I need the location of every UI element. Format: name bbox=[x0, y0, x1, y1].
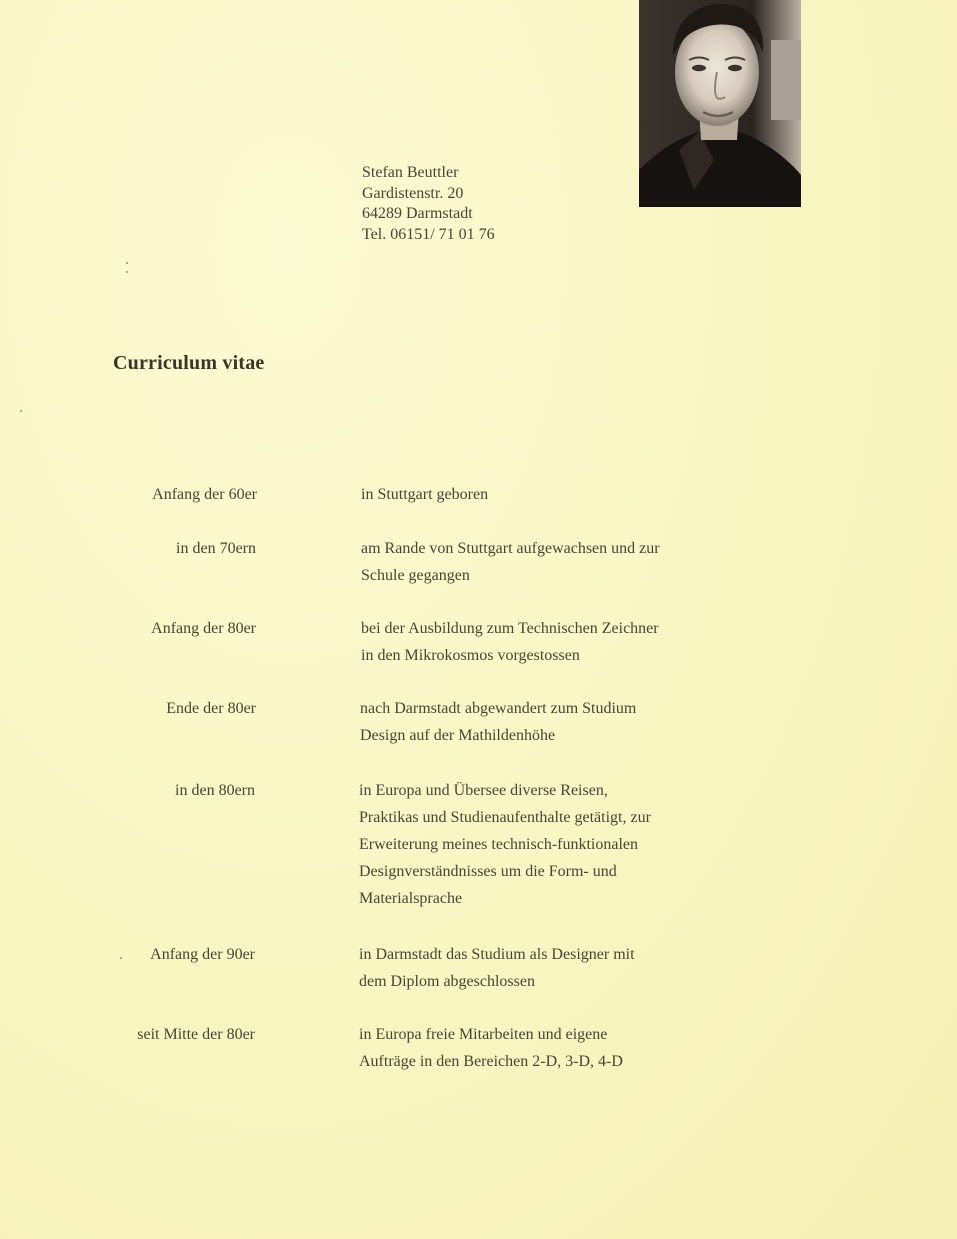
address-city: 64289 Darmstadt bbox=[362, 205, 473, 222]
cv-description-line: in Europa freie Mitarbeiten und eigene bbox=[359, 1026, 608, 1043]
cv-description-line: am Rande von Stuttgart aufgewachsen und zur bbox=[361, 540, 660, 557]
cv-description-line: in Darmstadt das Studium als Designer mit bbox=[359, 946, 635, 963]
paper-speck bbox=[20, 410, 22, 412]
cv-description-line: Design auf der Mathildenhöhe bbox=[360, 727, 556, 744]
portrait-photo bbox=[639, 0, 801, 207]
cv-description bbox=[359, 777, 689, 912]
cv-heading: Curriculum vitae bbox=[113, 352, 265, 374]
address-phone: Tel. 06151/ 71 01 76 bbox=[362, 225, 495, 243]
cv-period: Anfang der 90er bbox=[150, 946, 255, 963]
cv-description-line: Aufträge in den Bereichen 2-D, 3-D, 4-D bbox=[359, 1053, 623, 1070]
address-street: Gardistenstr. 20 bbox=[362, 184, 464, 202]
cv-description-line: Schule gegangen bbox=[361, 567, 470, 584]
cv-description bbox=[361, 535, 691, 589]
cv-description bbox=[359, 1021, 689, 1075]
cv-description-line: bei der Ausbildung zum Technischen Zeichner bbox=[361, 620, 659, 637]
address-name: Stefan Beuttler bbox=[362, 164, 459, 181]
cv-description-line: Erweiterung meines technisch-funktionalen bbox=[359, 836, 639, 853]
cv-description-line: in den Mikrokosmos vorgestossen bbox=[361, 647, 580, 664]
cv-description bbox=[360, 695, 690, 749]
cv-description bbox=[361, 481, 691, 508]
cv-period: Anfang der 60er bbox=[152, 486, 257, 503]
paper-speck bbox=[126, 271, 128, 273]
cv-period: in den 80ern bbox=[175, 782, 255, 799]
cv-description bbox=[361, 615, 691, 669]
cv-description-line: Materialsprache bbox=[359, 890, 463, 907]
address-block bbox=[362, 163, 495, 245]
cv-period: Anfang der 80er bbox=[151, 620, 256, 637]
cv-description-line: in Stuttgart geboren bbox=[361, 486, 489, 503]
cv-period: Ende der 80er bbox=[166, 700, 256, 717]
cv-description-line: dem Diplom abgeschlossen bbox=[359, 973, 535, 990]
cv-period: in den 70ern bbox=[176, 540, 256, 557]
paper-speck bbox=[120, 957, 122, 959]
cv-description-line: Designverständnisses um die Form- und bbox=[359, 863, 617, 880]
cv-description-line: in Europa und Übersee diverse Reisen, bbox=[359, 782, 608, 799]
cv-description-line: Praktikas und Studienaufenthalte getätigt, zur bbox=[359, 809, 651, 826]
cv-description bbox=[359, 941, 689, 995]
cv-period: seit Mitte der 80er bbox=[137, 1026, 255, 1043]
paper-speck bbox=[126, 262, 128, 264]
cv-description-line: nach Darmstadt abgewandert zum Studium bbox=[360, 700, 637, 717]
portrait-image bbox=[639, 0, 801, 207]
